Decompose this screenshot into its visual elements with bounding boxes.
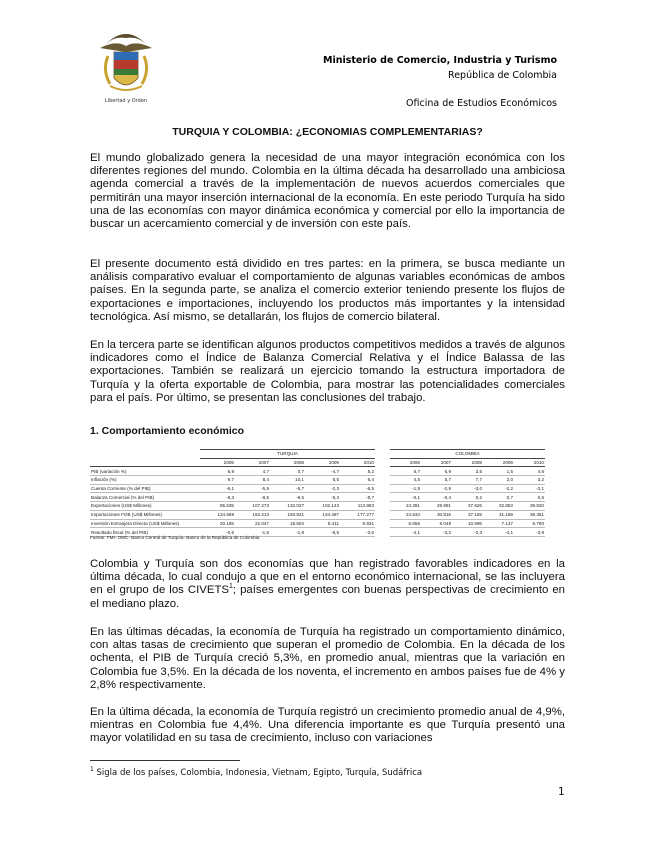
logo-caption: Libertad y Orden [104,98,148,104]
table-cell: 8,4 [235,476,270,485]
table-row [90,467,375,476]
document-title: TURQUIA Y COLOMBIA: ¿ECONOMIAS COMPLEMENTARIAS? [172,126,483,138]
table-cell: -0,1 [390,493,421,502]
table-cell: 177.277 [340,510,375,519]
table-cell: -8,7 [340,493,375,502]
table-cell: 7,7 [452,476,483,485]
colombia-indicators-table [390,449,545,537]
table-cell: 193.821 [270,510,305,519]
table-cell: -0,4 [421,493,452,502]
table-cell: 38.351 [514,510,545,519]
table-cell: 6,9 [421,467,452,476]
table-cell: -5,7 [270,484,305,493]
table-cell: 6.656 [390,519,421,528]
table-cell: -3,2 [421,528,452,537]
table-cell: 22.047 [235,519,270,528]
paragraph-1: El mundo globalizado genera la necesidad de una mayor integración económica con los diferentes regiones del mundo. Colombia en la última década ha desarrollado una ambiciosa agenda comercial a través de la implementación de nuevos acuerdos comerciales que permitirán una mayor inserción internacional de la economía. En este periodo Turquía ha sido una de las economías con mayor dinámica económica y comercial por ello la importancia de buscar un acercamiento comercial y de inversión con este país. [90,152,565,231]
year-header: 2007 [235,458,270,467]
row-label: Importaciones FOB (US$ Millones) [90,510,200,519]
table-cell: 24.391 [390,502,421,511]
table-row [90,510,375,519]
table-cell: 24.534 [390,510,421,519]
table-cell: -3,6 [340,528,375,537]
table-cell: 7.137 [483,519,514,528]
year-header: 2007 [421,458,452,467]
table-cell: 8,2 [340,467,375,476]
turkey-indicators-table [90,449,375,537]
coat-of-arms-logo [96,22,156,110]
table-cell: -0,6 [200,528,235,537]
table-row [90,502,375,511]
table-cell: 6,5 [305,476,340,485]
year-header: 2010 [340,458,375,467]
table-cell: 85.535 [200,502,235,511]
table-cell: 6,7 [390,467,421,476]
table-row [90,484,375,493]
row-label: Cuenta Corriente (% del PIB) [90,484,200,493]
table-row [390,476,545,485]
table-cell: 0,5 [514,493,545,502]
footnote-mark: 1 [90,766,94,774]
page-number: 1 [558,786,565,798]
table-source: Fuente: FMI- OMC- Banco Central de Turquía- Banco de la República de Colombia [90,535,260,540]
paragraph-3: En la tercera parte se identifican algunos productos competitivos medidos a través de algunos indicadores como el Índice de Balanza Comercial Relativa y el Índice Balassa de las exportaciones. También se realizará un ejercicio tomando la estructura importadora de Turquía y la oferta exportable de Colombia, para mostrar las potencialidades comerciales para el país. Por último, se presentan las conclusiones del trabajo. [90,339,565,404]
table-cell: 1,5 [483,467,514,476]
paragraph-4 [90,558,565,611]
table-group-header: COLOMBIA [390,450,545,459]
table-cell: 19.504 [270,519,305,528]
table-cell: 107.272 [235,502,270,511]
table-cell: 134.669 [200,510,235,519]
paragraph-6: En la última década, la economía de Turquía registró un crecimiento promedio anual de 4,9%, mientras en Colombia fue 4,4%. Una diferencia importante es que Turquía presentó una mayor volatilidad en su tasa de crecimiento, incluso con variaciones [90,706,565,745]
table-cell: 9,7 [200,476,235,485]
table-cell: -8,5 [235,493,270,502]
table-cell: -3,1 [514,484,545,493]
row-label: PIB (variación %) [90,467,200,476]
table-cell: 162.213 [235,510,270,519]
table-cell: 9.049 [421,519,452,528]
footnote-text: Sigla de los países, Colombia, Indonesia, Vietnam, Egipto, Turquía, Sudáfrica [96,768,423,778]
republic-name: República de Colombia [448,70,557,81]
table-cell: 6,9 [200,467,235,476]
row-label: Inversión Extranjera Directa (US$ Millones) [90,519,200,528]
table-row [90,476,375,485]
table-cell: -5,9 [235,484,270,493]
table-cell: 2,0 [483,476,514,485]
paragraph-2: El presente documento está dividido en tres partes: en la primera, se busca mediante un análisis comparativo evaluar el comportamiento de algunas variables económicas de ambos países. En la segunda parte, se analiza el comercio exterior teniendo presente los flujos de exportaciones e importaciones, incluyendo los productos más importantes y la intensidad tecnológica. Así mismo, se detallarán, los flujos de comercio bilateral. [90,258,565,323]
table-cell: 4,5 [390,476,421,485]
table-cell: -1,9 [390,484,421,493]
table-cell: -4,7 [305,467,340,476]
section-heading: 1. Comportamiento económico [90,425,245,437]
table-cell: 0,7 [483,493,514,502]
table-cell: -8,5 [270,493,305,502]
table-cell: -8,3 [200,493,235,502]
table-cell: 37.155 [452,510,483,519]
paragraph-4-text-b: ; países emergentes con buenas perspectivas de crecimiento en el mediano plazo. [90,584,565,610]
table-cell: -2,3 [305,484,340,493]
table-cell: -6,5 [340,484,375,493]
table-cell: 20.185 [200,519,235,528]
table-row [390,502,545,511]
table-cell: 0,2 [452,493,483,502]
year-header: 2006 [200,458,235,467]
footnote-ref: 1 [229,583,233,591]
table-cell: -5,3 [305,493,340,502]
table-cell: 5,7 [421,476,452,485]
table-cell: 8.411 [305,519,340,528]
table-cell: 39.820 [514,502,545,511]
table-cell: -3,9 [514,528,545,537]
table-cell: 0,7 [270,467,305,476]
table-cell: 6.760 [514,519,545,528]
year-header: 2009 [305,458,340,467]
table-cell: 31.188 [483,510,514,519]
paragraph-5: En las últimas décadas, la economía de Turquía ha registrado un comportamiento dinámico, con altas tasas de crecimiento que superan el promedio de Colombia. En la década de los ochenta, el PIB de Turquía creció 5,3%, en promedio anual, mientras que la variación en Colombia fue 3,5%. En la década de los noventa, el incremento en ambos países fue de 4% y 2,8% respectivamente. [90,626,565,691]
table-cell: 10,1 [270,476,305,485]
table-cell: 132.027 [270,502,305,511]
office-name: Oficina de Estudios Económicos [406,98,557,109]
year-header: 2008 [270,458,305,467]
table-cell: 113.883 [340,502,375,511]
table-cell: 29.991 [421,502,452,511]
row-label: Inflación (%) [90,476,200,485]
footnote [90,768,422,778]
table-row [390,493,545,502]
table-row [390,510,545,519]
year-header: 2008 [452,458,483,467]
row-label: Balanza Comercial (% del PIB) [90,493,200,502]
table-cell: -5,5 [305,528,340,537]
year-header: 2006 [390,458,421,467]
table-cell: -1,6 [235,528,270,537]
paragraph-4-text-a: Colombia y Turquía son dos economías que han registrado favorables indicadores en la última década, lo cual condujo a que en el entorno económico internacional, se las incluyera en el grupo de los CIVETS [90,558,565,597]
table-cell: 30.816 [421,510,452,519]
table-cell: 3,2 [514,476,545,485]
table-cell: 102.143 [305,502,340,511]
table-cell: -2,2 [483,484,514,493]
table-cell: -3,0 [452,484,483,493]
table-row [390,528,545,537]
table-cell: -2,9 [421,484,452,493]
table-row [390,519,545,528]
table-cell: 4,6 [514,467,545,476]
table-cell: 134.497 [305,510,340,519]
year-header: 2010 [514,458,545,467]
ministry-name: Ministerio de Comercio, Industria y Turismo [323,55,557,66]
table-cell: 4,7 [235,467,270,476]
table-row [390,484,545,493]
row-label: Resultado fiscal (% del PIB) [90,528,200,537]
table-group-header: TURQUIA [200,450,375,459]
table-cell: 10.596 [452,519,483,528]
table-cell: -2,3 [452,528,483,537]
table-cell: -1,8 [270,528,305,537]
table-cell: 3,5 [452,467,483,476]
footnote-rule [90,760,240,761]
row-label: Exportaciones (US$ Millones) [90,502,200,511]
table-row [390,467,545,476]
year-header: 2009 [483,458,514,467]
table-row [90,493,375,502]
table-cell: -4,1 [483,528,514,537]
table-cell: 8.931 [340,519,375,528]
table-cell: 32.853 [483,502,514,511]
table-cell: 37.626 [452,502,483,511]
table-cell: 6,4 [340,476,375,485]
table-cell: -6,1 [200,484,235,493]
table-cell: -4,1 [390,528,421,537]
table-row [90,519,375,528]
